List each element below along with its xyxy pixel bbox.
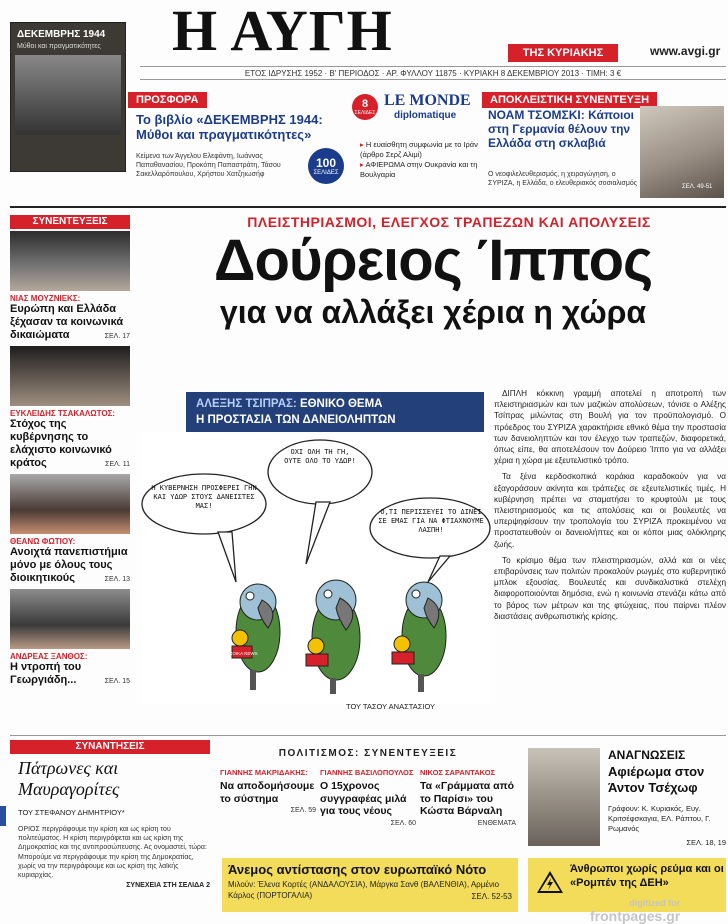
le-monde-block[interactable] [350, 88, 478, 198]
interviewee-name: ΝΙΑΣ ΜΟΥΖΝΙΕΚΣ: [10, 294, 81, 303]
exclusive-sub: Ο νεοφιλελευθερισμός, η χειραγώγηση, ο ΣΥΡΙΖΑ, η Ελλάδα, ο ελευθεριακός σοσιαλισμός [488, 171, 638, 187]
bubble-2-text: ΟΧΙ ΟΛΗ ΤΗ ΓΗ, ΟΥΤΕ ΟΛΟ ΤΟ ΥΔΩΡ! [284, 448, 356, 465]
book-cover-title: ΔΕΚΕΜΒΡΗΣ 1944 [17, 29, 106, 40]
masthead-title: Η ΑΥΓΗ [172, 0, 393, 63]
culture-item[interactable] [420, 768, 516, 827]
main-body [494, 388, 726, 627]
main-kicker: ΠΛΕΙΣΤΗΡΙΑΣΜΟΙ, ΕΛΕΓΧΟΣ ΤΡΑΠΕΖΩΝ ΚΑΙ ΑΠΟΛΥΣΕΙΣ [247, 214, 651, 230]
cartoon-credit: ΤΟΥ ΤΑΣΟΥ ΑΝΑΣΤΑΣΙΟΥ [346, 702, 436, 711]
culture-page: ΕΝΘΕΜΑΤΑ [477, 819, 516, 827]
watermark [590, 898, 680, 924]
interviews-header: ΣΥΝΕΝΤΕΥΞΕΙΣ [10, 215, 130, 229]
book-cover-photo [15, 55, 121, 135]
body-paragraph: Το κρίσιμο θέμα των πλειστηριασμών, αλλά και οι νέες επιβαρύνσεις των πολιτών προκαλούν ρωγμές στο κυβερνητικό μπλοκ εξουσίας. Βουλευτές και συνδικαλιστικά στελέχη διαφοροποιούνται δημόσια, ενώ η κοινωνία στενάζει κάτω από το βάρος των μέτρων και της φτώχειας, που παίρνει πλέον διαστάσεις ανθρωπιστικής κρίσης. [494, 555, 726, 621]
interview-page: ΣΕΛ. 15 [104, 678, 130, 685]
culture-item[interactable] [320, 768, 416, 827]
europe-headline: Άνεμος αντίστασης στον ευρωπαϊκό Νότο [228, 862, 487, 877]
body-paragraph: ΔΙΠΛΗ κόκκινη γραμμή αποτελεί η αποτροπή των πλειστηριασμών και των μαζικών απολύσεων, τόνισε ο Αλέξης Τσίπρας μιλώντας στη Βουλή για τον προϋπολογισμό. Ο πρόεδρος του ΣΥΡΙΖΑ χαρακτήρισε εθνικό θέμα την προστασία των δανειοληπτών και τον έλεγχο των τραπεζών, διαφορετικά, όπως είπε, θα αποτελέσουν τον Δούρειο Ίππο για να αλλάξει χέρια η χώρα με εξευτελιστικό τρόπο. [494, 389, 726, 466]
exclusive-pages: ΣΕΛ. 49-51 [682, 184, 713, 190]
monde-pages-badge [352, 94, 378, 120]
person-photo [10, 346, 130, 406]
meetings-title: Πάτρωνες και Μαυραγορίτες [18, 758, 120, 799]
culture-block [220, 748, 516, 827]
mic-label: TROIKA NEWS [226, 651, 258, 656]
readings-authors [608, 804, 726, 848]
culture-page: ΣΕΛ. 59 [290, 807, 316, 814]
culture-item[interactable] [220, 768, 316, 814]
meetings-header: ΣΥΝΑΝΤΗΣΕΙΣ [10, 740, 210, 754]
readings-authors-text: Γράφουν: Κ. Κυριακός, Ευγ. Κριτσέφσκαγια, ΕΛ. Ράπτου, Γ. Ρωμανός [608, 804, 711, 833]
masthead-url[interactable]: www.avgi.gr [650, 44, 721, 58]
interview-page: ΣΕΛ. 13 [104, 576, 130, 583]
parrot-right [402, 582, 446, 692]
watermark-line2: frontpages.gr [590, 908, 681, 924]
tsipras-quote-box [186, 392, 484, 432]
quote-text-1: ΕΘΝΙΚΟ ΘΕΜΑ [299, 398, 383, 410]
person-photo [10, 474, 130, 534]
interview-item[interactable] [10, 409, 130, 468]
readings-pages: ΣΕΛ. 18, 19 [686, 838, 726, 847]
header-divider [10, 206, 726, 208]
interviewee-name: ΕΥΚΛΕΙΔΗΣ ΤΣΑΚΑΛΩΤΟΣ: [10, 409, 116, 418]
exclusive-interview-block[interactable] [482, 90, 726, 200]
meetings-author: ΤΟΥ ΣΤΕΦΑΝΟΥ ΔΗΜΗΤΡΙΟΥ* [18, 808, 125, 817]
book-cover-subtitle: Μύθοι και πραγματικότητες [17, 43, 101, 50]
europe-block[interactable] [222, 858, 518, 912]
culture-interviewee: ΓΙΑΝΝΗΣ ΜΑΚΡΙΔΑΚΗΣ: [220, 768, 308, 777]
meetings-continued: ΣΥΝΕΧΕΙΑ ΣΤΗ ΣΕΛΙΔΑ 2 [126, 882, 210, 890]
offer-tag: ΠΡΟΣΦΟΡΑ [128, 92, 207, 108]
offer-authors: Κείμενα των Άγγελου Ελεφάντη, Ιωάννας Παπαθανασίου, Προκόπη Παπαστράτη, Τάσου Σακελλαρόπουλου, Χρήστου Χατζηιωσήφ [136, 153, 281, 178]
edge-marker [0, 806, 6, 826]
bubble-1-text: Η ΚΥΒΕΡΝΗΣΗ ΠΡΟΣΦΕΡΕΙ ΓΗΝ ΚΑΙ ΥΔΩΡ ΣΤΟΥΣ ΔΑΝΕΙΣΤΕΣ ΜΑΣ! [151, 484, 257, 510]
political-cartoon [140, 432, 492, 704]
monde-bullets [360, 140, 478, 180]
monde-badge-label: ΣΕΛΙΔΕΣ [354, 110, 376, 116]
warning-icon [536, 870, 564, 894]
culture-interviewee: ΝΙΚΟΣ ΣΑΡΑΝΤΑΚΟΣ [420, 768, 496, 777]
europe-sub: Μιλούν: Έλενα Κορτές (ΑΝΔΑΛΟΥΣΙΑ), Μάργκα Σανθ (ΒΑΛΕΝΘΙΑ), Αρμένιο Κάρλος (ΠΟΡΤΟΓΑΛΙΑ) [228, 880, 500, 900]
culture-title: Τα «Γράμματα από το Παρίσι» του Κώστα Βάρναλη [420, 780, 515, 817]
pages-badge-label: ΣΕΛΙΔΕΣ [313, 170, 339, 176]
interviewee-name: ΑΝΔΡΕΑΣ ΞΑΝΘΟΣ: [10, 652, 88, 661]
quote-speaker: ΑΛΕΞΗΣ ΤΣΙΠΡΑΣ: [196, 398, 297, 410]
chekhov-photo [528, 748, 600, 846]
interview-item[interactable] [10, 294, 130, 340]
speech-bubble-3 [370, 498, 490, 582]
interview-item[interactable] [10, 537, 130, 583]
monde-bullet: ▸ ΑΦΙΕΡΩΜΑ στην Ουκρανία και τη Βουλγαρία [360, 160, 478, 180]
readings-title: Αφιέρωμα στον Άντον Τσέχωφ [608, 764, 705, 795]
body-paragraph: Τα ξένα κερδοσκοπικά κοράκια καραδοκούν για να εξαγοράσουν ακίνητα και τράπεζες σε εξευτελιστικές τιμές. Η κυβέρνηση πρέπει να σταματήσει το κρυφτούλι με τους πλειστηριασμούς και τις απολύσεις και οι βουλευτές να υπερψηφίσουν την τροπολογία του ΣΥΡΙΖΑ προκειμένου να προστατευθούν οι δανειολήπτες και οι κόποι μιας ολόκληρης ζωής. [494, 472, 726, 549]
interview-title: Ευρώπη και Ελλάδα ξέχασαν τα κοινωνικά δικαιώματα [10, 303, 124, 341]
parrot-middle [312, 580, 360, 694]
interview-title: Στόχος της κυβέρνησης το ελάχιστο κοινωνικό κράτος [10, 418, 112, 469]
culture-title: Ο 15χρονος συγγραφέας μιλά για τους νέους [320, 780, 407, 817]
interview-item[interactable] [10, 652, 130, 685]
masthead-info: ΕΤΟΣ ΙΔΡΥΣΗΣ 1952 · Β' ΠΕΡΙΟΔΟΣ · ΑΡ. ΦΥΛΛΟΥ 11875 · ΚΥΡΙΑΚΗ 8 ΔΕΚΕΜΒΡΙΟΥ 2013 · ΤΙΜΗ: 3 € [140, 66, 726, 80]
interviewee-name: ΘΕΑΝΩ ΦΩΤΙΟΥ: [10, 537, 76, 546]
meetings-body: ΟΡΙΟΣ περιγράφουμε την κρίση και ως κρίση του πολιτεύματος. Η κρίση περιγράφεται και ως κρίση της Δημοκρατίας και της αντιπροσώπευσης. Ας ονομαστεί, τώρα: Μπορούμε να περιγράφουμε την κρίση της Δημοκρατίας, χωρίς να την περιγράφουμε και ως κρίση της λαϊκής κυριαρχίας. [18, 826, 207, 880]
book-cover-promo[interactable] [10, 22, 126, 172]
interview-page: ΣΕΛ. 17 [104, 333, 130, 340]
culture-interviewee: ΓΙΑΝΝΗΣ ΒΑΣΙΛΟΠΟΥΛΟΣ [320, 768, 414, 777]
le-monde-sub: diplomatique [394, 110, 457, 121]
meetings-block[interactable] [10, 740, 210, 889]
monde-badge-number: 8 [361, 98, 369, 110]
main-subheadline: για να αλλάξει χέρια η χώρα [219, 294, 647, 330]
offer-headline: Το βιβλίο «ΔΕΚΕΜΒΡΗΣ 1944: Μύθοι και πραγματικότητες» [136, 112, 323, 142]
pages-badge-number: 100 [315, 156, 337, 170]
interview-title: Η ντροπή του Γεωργιάδη... [10, 661, 82, 686]
le-monde-logo: LE MONDE [384, 92, 471, 109]
culture-title: Να αποδομήσουμε το σύστημα [220, 780, 315, 805]
culture-header: ΠΟΛΙΤΙΣΜΟΣ: ΣΥΝΕΝΤΕΥΞΕΙΣ [278, 748, 458, 759]
europe-pages: ΣΕΛ. 52-53 [471, 892, 512, 901]
bottom-divider [10, 735, 726, 736]
dei-headline: Άνθρωποι χωρίς ρεύμα και οι «Ρομπέν της ΔΕΗ» [570, 863, 724, 889]
monde-bullet: ▸ Η ευαίσθητη συμφωνία με το Ιράν (άρθρο Σερζ Αλιμί) [360, 140, 478, 160]
person-photo [10, 589, 130, 649]
culture-page: ΣΕΛ. 60 [390, 819, 416, 827]
watermark-line1: digitized for [629, 898, 681, 908]
exclusive-headline: ΝΟΑΜ ΤΣΟΜΣΚΙ: Κάποιοι στη Γερμανία θέλουν την Ελλάδα στη σκλαβιά [488, 108, 635, 150]
masthead-edition: ΤΗΣ ΚΥΡΙΑΚΗΣ [508, 44, 618, 62]
pages-badge [308, 148, 344, 184]
speech-bubble-1 [142, 474, 266, 582]
interview-page: ΣΕΛ. 11 [105, 461, 130, 468]
main-headline[interactable]: Δούρειος Ίππος [213, 228, 653, 293]
speech-bubble-2 [268, 440, 372, 564]
exclusive-tag: ΑΠΟΚΛΕΙΣΤΙΚΗ ΣΥΝΕΝΤΕΥΞΗ [482, 92, 657, 108]
interview-title: Ανοιχτά πανεπιστήμια μόνο με όλους τους διοικητικούς [10, 546, 128, 584]
offer-block[interactable] [128, 90, 348, 200]
person-photo [10, 231, 130, 291]
quote-text-2: Η ΠΡΟΣΤΑΣΙΑ ΤΩΝ ΔΑΝΕΙΟΛΗΠΤΩΝ [196, 414, 396, 426]
interviews-column [10, 215, 130, 691]
bubble-3-text: Ο,ΤΙ ΠΕΡΙΣΣΕΥΕΙ ΤΟ ΔΙΝΕΙ ΣΕ ΕΜΑΣ ΓΙΑ ΝΑ ΦΤΙΑΧΝΟΥΜΕ ΛΑΣΠΗ! [378, 508, 484, 534]
readings-header: ΑΝΑΓΝΩΣΕΙΣ [608, 748, 686, 762]
